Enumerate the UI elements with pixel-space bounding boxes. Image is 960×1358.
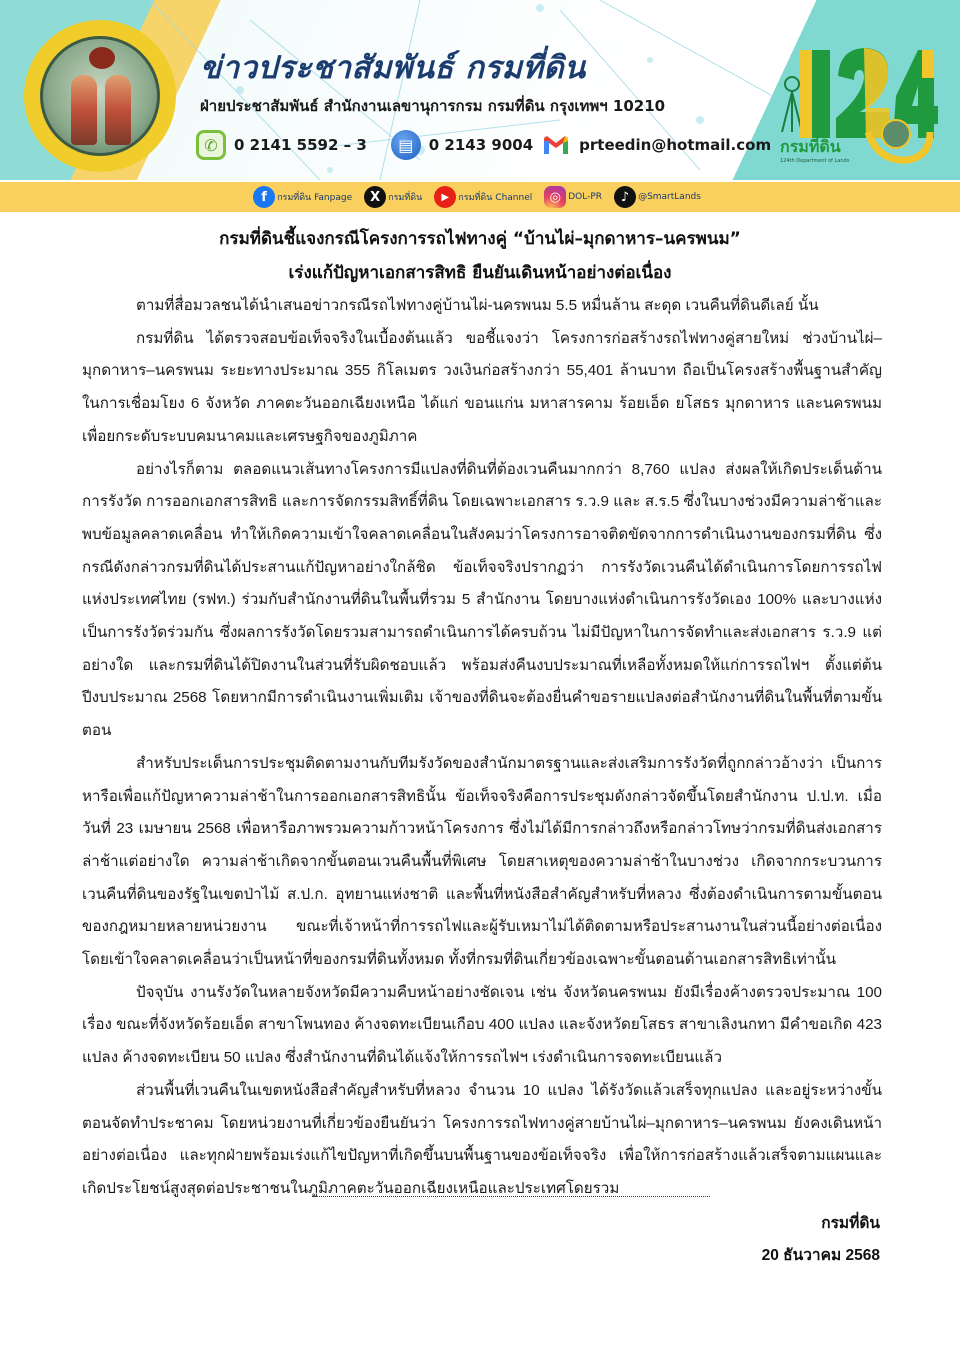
seal-emblem-icon	[40, 36, 160, 156]
paragraph-land-expropriation: อย่างไรก็ตาม ตลอดแนวเส้นทางโครงการมีแปลงที่ดินที่ต้องเวนคืนมากกว่า 8,760 แปลง ส่งผลให้เกิดประเด็นด้านการรังวัด การออกเอกสารสิทธิ และการจัดกรรมสิทธิ์ที่ดิน โดยเฉพาะเอกสาร ร.ว.9 และ ส.ร.5 ซึ่งในบางช่วงมีความล่าช้าและพบข้อมูลคลาดเคลื่อน ทำให้เกิดความเข้าใจคลาดเคลื่อนในสังคมว่าโครงการอาจติดขัดจากการดำเนินงานของกรมที่ดิน ซึ่งกรณีดังกล่าวกรมที่ดินได้ประสานแก้ปัญหาอย่างใกล้ชิด ข้อเท็จจริงปรากฏว่า การรังวัดเวนคืนได้ดำเนินการโดยการรถไฟแห่งประเทศไทย (รฟท.) ร่วมกับสำนักงานที่ดินในพื้นที่รวม 5 สำนักงาน โดยบางแห่งดำเนินการรังวัดเอง 100% และบางแห่งเป็นการรังวัดร่วมกัน ซึ่งผลการรังวัดโดยรวมสามารถดำเนินการได้ครบถ้วน ไม่มีปัญหาในการจัดทำและส่งเอกสาร ร.ว.9 แต่อย่างใด และกรมที่ดินได้ปิดงานในส่วนที่รับผิดชอบแล้ว พร้อมส่งคืนงบประมาณที่เหลือทั้งหมดให้แก่การรถไฟฯ ตั้งแต่ต้นปีงบประมาณ 2568 โดยหากมีการดำเนินงานเพิ่มเติม เจ้าของที่ดินจะต้องยื่นคำขอรายแปลงต่อสำนักงานที่ดินในพื้นที่ตามขั้นตอน	[82, 460, 882, 740]
social-youtube[interactable]	[434, 186, 532, 208]
fax-number: 0 2143 9004	[428, 136, 534, 154]
press-release-headline	[0, 222, 960, 290]
department-seal-logo	[24, 20, 176, 172]
signature-date: 20 ธันวาคม 2568	[761, 1247, 880, 1264]
paragraph-meeting-clarification: สำหรับประเด็นการประชุมติดตามงานกับทีมรังวัดของสำนักมาตรฐานและส่งเสริมการรังวัดที่ถูกกล่าวอ้างว่า เป็นการหารือเพื่อแก้ปัญหาความล่าช้าในการออกเอกสารสิทธินั้น ข้อเท็จจริงคือการประชุมดังกล่าวจัดขึ้นโดยสำนักงาน ป.ป.ท. เมื่อวันที่ 23 เมษายน 2568 เพื่อหารือภาพรวมความก้าวหน้าโครงการ ซึ่งไม่ได้มีการกล่าวถึงหรือกล่าวโทษว่ากรมที่ดินส่งเอกสารล่าช้าแต่อย่างใด ความล่าช้าเกิดจากขั้นตอนเวนคืนพื้นที่พิเศษ โดยสาเหตุของความล่าช้าในบางช่วง เกิดจากกระบวนการเวนคืนที่ดินของรัฐในเขตป่าไม้ ส.ป.ก. อุทยานแห่งชาติ และพื้นที่หนังสือสำคัญสำหรับที่หลวง ซึ่งต้องดำเนินการตามขั้นตอนของกฎหมายหลายหน่วยงาน ขณะที่เจ้าหน้าที่การรถไฟและผู้รับเหมาไม่ได้ติดตามหรือประสานงานในส่วนนี้อย่างต่อเนื่อง โดยเข้าใจคลาดเคลื่อนว่าเป็นหน้าที่ของกรมที่ดินทั้งหมด ทั้งที่กรมที่ดินเกี่ยวข้องเฉพาะขั้นตอนด้านเอกสารสิทธิเท่านั้น	[82, 754, 882, 969]
social-media-bar	[0, 182, 960, 212]
fax-icon: ▤	[391, 130, 421, 160]
facebook-icon: f	[253, 186, 275, 208]
headline-line-2: เร่งแก้ปัญหาเอกสารสิทธิ ยืนยันเดินหน้าอย่างต่อเนื่อง	[288, 263, 672, 283]
instagram-icon: ◎	[544, 186, 566, 208]
social-instagram[interactable]	[544, 186, 602, 208]
social-label: กรมที่ดิน Channel	[458, 193, 533, 203]
svg-text:124th Department of Lands: 124th Department of Lands	[780, 158, 850, 164]
social-label: กรมที่ดิน	[388, 193, 423, 203]
social-x[interactable]	[364, 186, 422, 208]
email-address: prteedin@hotmail.com	[579, 136, 772, 154]
dotted-divider	[312, 1196, 710, 1197]
gmail-icon	[541, 130, 571, 160]
124th-anniversary-badge	[778, 36, 938, 166]
social-label: DOL-PR	[568, 192, 603, 202]
paragraph-intro: ตามที่สื่อมวลชนได้นำเสนอข่าวกรณีรถไฟทางคู่บ้านไผ่-นครพนม 5.5 หมื่นล้าน สะดุด เวนคืนที่ดินดีเลย์ นั้น	[136, 297, 819, 314]
banner-subtitle: ฝ่ายประชาสัมพันธ์ สำนักงานเลขานุการกรม กรมที่ดิน กรุงเทพฯ 10210	[200, 97, 666, 115]
x-icon: X	[364, 186, 386, 208]
signature-org: กรมที่ดิน	[821, 1215, 880, 1232]
social-facebook[interactable]	[253, 186, 352, 208]
social-label: @SmartLands	[638, 192, 701, 202]
press-release-body	[82, 290, 882, 1206]
signature-block	[762, 1208, 880, 1272]
banner-title: ข่าวประชาสัมพันธ์ กรมที่ดิน	[200, 50, 586, 86]
paragraph-current-progress: ปัจจุบัน งานรังวัดในหลายจังหวัดมีความคืบหน้าอย่างชัดเจน เช่น จังหวัดนครพนม ยังมีเรื่องค้างตรวจประมาณ 100 เรื่อง ขณะที่จังหวัดร้อยเอ็ด สาขาโพนทอง ค้างจดทะเบียนเกือบ 400 แปลง และจังหวัดยโสธร สาขาเลิงนกทา มีคำขอเกิด 423 แปลง ค้างจดทะเบียน 50 แปลง ซึ่งสำนักงานที่ดินได้แจ้งให้การรถไฟฯ เร่งดำเนินการจดทะเบียนแล้ว	[82, 983, 882, 1067]
headline-line-1: กรมที่ดินชี้แจงกรณีโครงการรถไฟทางคู่ “บ้านไผ่–มุกดาหาร–นครพนม”	[219, 229, 741, 249]
social-label: กรมที่ดิน Fanpage	[277, 193, 353, 203]
phone-number: 0 2141 5592 – 3	[234, 136, 367, 154]
contact-row	[196, 130, 771, 160]
paragraph-project-overview: กรมที่ดิน ได้ตรวจสอบข้อเท็จจริงในเบื้องต้นแล้ว ขอชี้แจงว่า โครงการก่อสร้างรถไฟทางคู่สายใหม่ ช่วงบ้านไผ่–มุกดาหาร–นครพนม ระยะทางประมาณ 355 กิโลเมตร วงเงินก่อสร้างกว่า 55,401 ล้านบาท ถือเป็นโครงสร้างพื้นฐานสำคัญในการเชื่อมโยง 6 จังหวัด ภาคตะวันออกเฉียงเหนือ ได้แก่ ขอนแก่น มหาสารคาม ร้อยเอ็ด ยโสธร มุกดาหาร และนครพนม เพื่อยกระดับระบบคมนาคมและเศรษฐกิจของภูมิภาค	[82, 329, 882, 445]
paragraph-conclusion: ส่วนพื้นที่เวนคืนในเขตหนังสือสำคัญสำหรับที่หลวง จำนวน 10 แปลง ได้รังวัดแล้วเสร็จทุกแปลง และอยู่ระหว่างขั้นตอนจัดทำประชาคม โดยหน่วยงานที่เกี่ยวข้องยืนยันว่า โครงการรถไฟทางคู่สายบ้านไผ่–มุกดาหาร–นครพนม ยังคงเดินหน้าอย่างต่อเนื่อง และทุกฝ่ายพร้อมเร่งแก้ไขปัญหาที่เกิดขึ้นบนพื้นฐานของข้อเท็จจริง เพื่อให้การก่อสร้างแล้วเสร็จตามแผนและเกิดประโยชน์สูงสุดต่อประชาชนในภูมิภาคตะวันออกเฉียงเหนือและประเทศโดยรวม	[82, 1081, 882, 1197]
youtube-icon: ▶	[434, 186, 456, 208]
social-tiktok[interactable]	[614, 186, 701, 208]
svg-text:กรมที่ดิน: กรมที่ดิน	[780, 137, 841, 156]
letterhead-banner	[0, 0, 960, 180]
tiktok-icon: ♪	[614, 186, 636, 208]
phone-icon: ✆	[196, 130, 226, 160]
